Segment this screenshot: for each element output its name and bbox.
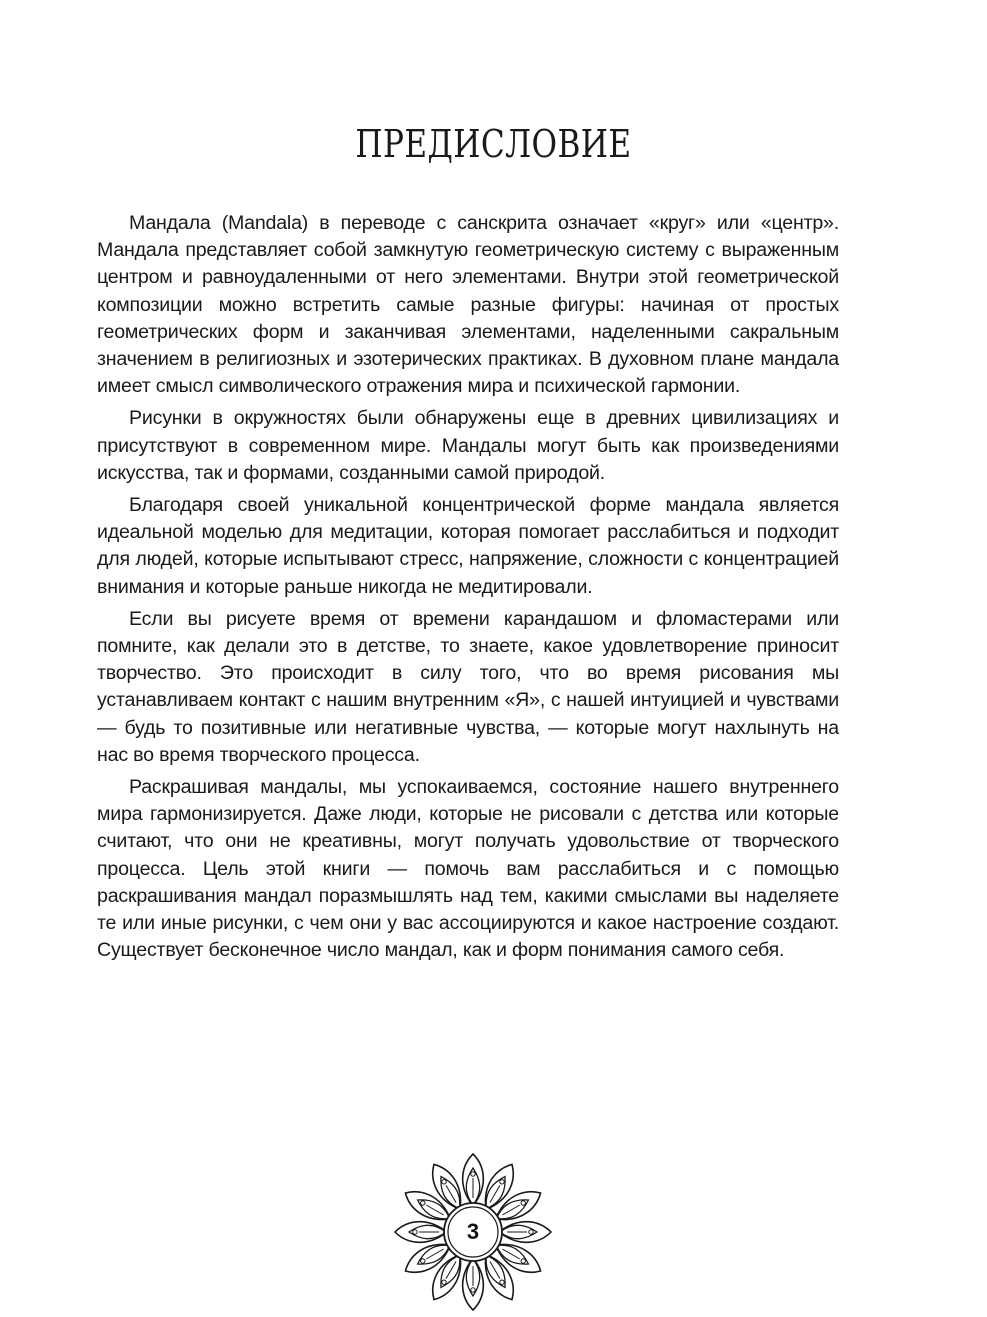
page-number: 3: [466, 1219, 480, 1244]
body-text: [97, 210, 839, 964]
paragraph-2: Рисунки в окружностях были обнаружены еще в древних цивилизациях и присутствуют в современном мире. Мандалы могут быть как произведениями искусства, так и формами, созданными самой природой.: [97, 407, 839, 484]
paragraph-4: Если вы рисуете время от времени карандашом и фломастерами или помните, как делали это в детстве, то знаете, какое удовлетворение приносит творчество. Это происходит в силу того, что во время рисования мы устанавливаем контакт с нашим внутренним «Я», с нашей интуицией и чувствами — будь то позитивные или негативные чувства, — которые могут нахлынуть на нас во время творческого процесса.: [97, 607, 839, 766]
paragraph-1: Мандала (Mandala) в переводе с санскрита означает «круг» или «центр». Мандала представляет собой замкнутую геометрическую систему с выраженным центром и равноудаленными от него элементами. Внутри этой геометрической композиции можно встретить самые разные фигуры: начиная от простых геометрических форм и заканчивая элементами, наделенными сакральным значением в религиозных и эзотерических практиках. В духовном плане мандала имеет смысл символического отражения мира и психической гармонии.: [97, 212, 839, 398]
paragraph-3: Благодаря своей уникальной концентрической форме мандала является идеальной моделью для медитации, которая помогает расслабиться и подходит для людей, которые испытывают стресс, напряжение, сложности с концентрацией внимания и которые раньше никогда не медитировали.: [97, 494, 839, 598]
paragraph-5: Раскрашивая мандалы, мы успокаиваемся, состояние нашего внутреннего мира гармонизируется. Даже люди, которые не рисовали с детства или которые считают, что они не креативны, могут получать удовольствие от творческого процесса. Цель этой книги — помочь вам расслабиться и с помощью раскрашивания мандал поразмышлять над тем, какими смыслами вы наделяете те или иные рисунки, с чем они у вас ассоциируются и какое настроение создают. Существует бесконечное число мандал, как и форм понимания самого себя.: [97, 776, 839, 962]
page-title: ПРЕДИСЛОВИЕ: [355, 122, 632, 166]
mandala-flower-icon: [393, 1152, 553, 1312]
